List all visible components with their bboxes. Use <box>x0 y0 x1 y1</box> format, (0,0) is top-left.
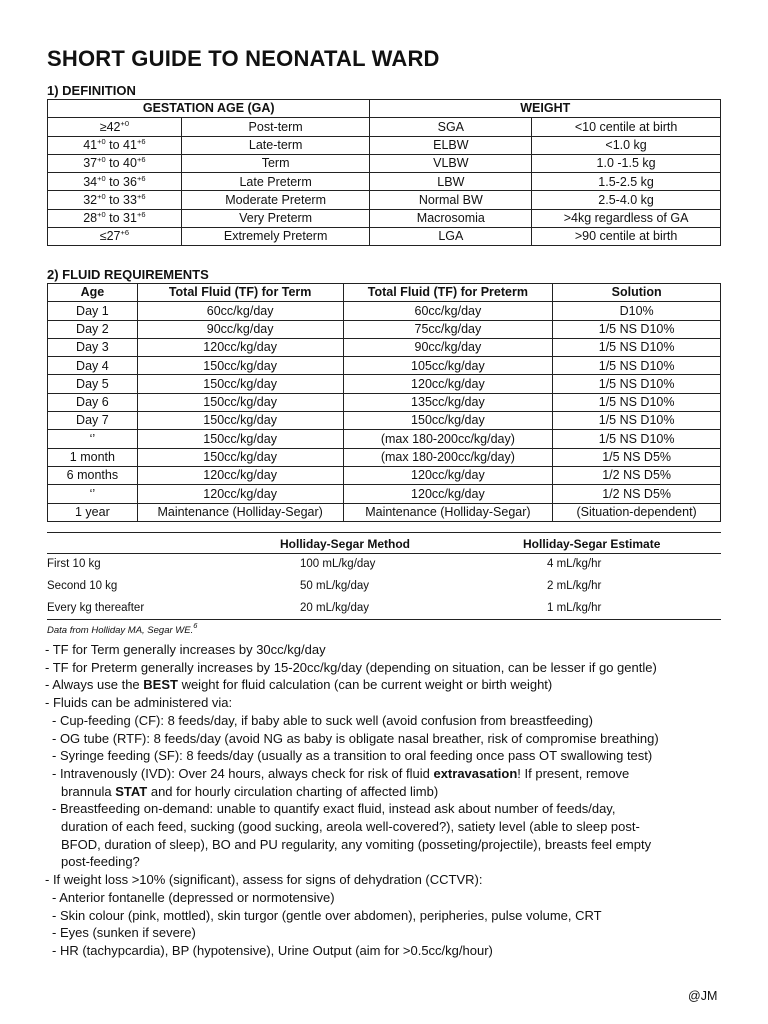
definition-row <box>48 191 721 209</box>
fluid-cell: 1/5 NS D10% <box>553 357 721 375</box>
w-def-cell: <10 centile at birth <box>532 118 721 136</box>
fluid-cell: D10% <box>553 302 721 320</box>
ga-range-cell: $41^{+0}$ to $41^{+6}$ <box>48 136 182 154</box>
hs-row <box>47 580 721 600</box>
fluid-table <box>47 283 721 522</box>
ga-header: GESTATION AGE (GA) <box>48 100 370 118</box>
fluid-cell: 1/5 NS D10% <box>553 375 721 393</box>
note-line: - Cup-feeding (CF): 8 feeds/day, if baby able to suck well (avoid confusion from breastfeeding) <box>52 712 593 728</box>
w-term-cell: LGA <box>370 228 532 246</box>
fluid-cell: 120cc/kg/day <box>343 485 553 503</box>
fluid-cell: 1/2 NS D5% <box>553 485 721 503</box>
fluid-cell: Day 7 <box>48 412 138 430</box>
definition-row <box>48 136 721 154</box>
hs-cell: 20 mL/kg/day <box>300 602 370 614</box>
fluid-row <box>48 485 721 503</box>
definition-row <box>48 228 721 246</box>
fluid-cell: 90cc/kg/day <box>137 320 343 338</box>
note-line: BFOD, duration of sleep), BO and PU regularity, any vomiting (posseting/projectile), breasts feel empty <box>61 836 652 852</box>
fluid-cell: 1/5 NS D5% <box>553 448 721 466</box>
fluid-row <box>48 302 721 320</box>
fluid-cell: 120cc/kg/day <box>343 466 553 484</box>
w-term-cell: SGA <box>370 118 532 136</box>
definition-row <box>48 173 721 191</box>
fluid-row <box>48 503 721 521</box>
w-def-cell: 1.5-2.5 kg <box>532 173 721 191</box>
hs-cell: Every kg thereafter <box>47 602 145 614</box>
ga-range-cell: $37^{+0}$ to $40^{+6}$ <box>48 154 182 172</box>
ga-term-cell: Very Preterm <box>181 209 370 227</box>
fluid-cell: 90cc/kg/day <box>343 338 553 356</box>
fluid-cell: 1/5 NS D10% <box>553 338 721 356</box>
w-term-cell: LBW <box>370 173 532 191</box>
hs-cell: 100 mL/kg/day <box>300 558 376 570</box>
fluid-cell: 1 year <box>48 503 138 521</box>
table-rule <box>47 532 721 533</box>
fluid-cell: Day 2 <box>48 320 138 338</box>
note-line: - Always use the BEST weight for fluid calculation (can be current weight or birth weight) <box>45 677 553 693</box>
ga-term-cell: Late-term <box>181 136 370 154</box>
fluid-cell: Day 4 <box>48 357 138 375</box>
definition-table <box>47 99 721 246</box>
note-line: - Skin colour (pink, mottled), skin turgor (gentle over abdomen), peripheries, pulse volume, CRT <box>52 907 602 923</box>
fluid-cell: 105cc/kg/day <box>343 357 553 375</box>
ga-range-cell: $34^{+0}$ to $36^{+6}$ <box>48 173 182 191</box>
fluid-cell: 150cc/kg/day <box>137 448 343 466</box>
ga-term-cell: Term <box>181 154 370 172</box>
w-term-cell: Macrosomia <box>370 209 532 227</box>
note-line: duration of each feed, sucking (good sucking, areola well-covered?), satiety level (able to sleep post- <box>61 819 640 835</box>
fluid-cell: 120cc/kg/day <box>137 338 343 356</box>
note-line: - Intravenously (IVD): Over 24 hours, always check for risk of fluid extravasation! If present, remove <box>52 765 630 781</box>
fluid-cell: 150cc/kg/day <box>137 357 343 375</box>
fluid-cell: 150cc/kg/day <box>137 430 343 448</box>
fluid-cell: 150cc/kg/day <box>137 375 343 393</box>
fluid-cell: 75cc/kg/day <box>343 320 553 338</box>
notes-list <box>45 641 725 960</box>
fluid-cell: Day 1 <box>48 302 138 320</box>
table-rule <box>47 553 721 554</box>
note-line: - TF for Preterm generally increases by 15-20cc/kg/day (depending on situation, can be lesser if go gentle) <box>45 659 657 675</box>
ga-range-cell: $\ge 42^{+0}$ <box>48 118 182 136</box>
fluid-cell: 150cc/kg/day <box>343 412 553 430</box>
fluid-cell: 60cc/kg/day <box>343 302 553 320</box>
fluid-cell: 120cc/kg/day <box>343 375 553 393</box>
note-line: - TF for Term generally increases by 30cc/kg/day <box>45 642 326 657</box>
fluid-cell: Day 5 <box>48 375 138 393</box>
fluid-cell: 1/5 NS D10% <box>553 412 721 430</box>
fluid-cell: 150cc/kg/day <box>137 393 343 411</box>
ga-range-cell: $28^{+0}$ to $31^{+6}$ <box>48 209 182 227</box>
fluid-cell: Maintenance (Holliday-Segar) <box>137 503 343 521</box>
fluid-cell: (max 180-200cc/kg/day) <box>343 448 553 466</box>
w-def-cell: >90 centile at birth <box>532 228 721 246</box>
fluid-cell: Day 6 <box>48 393 138 411</box>
ga-term-cell: Moderate Preterm <box>181 191 370 209</box>
fluid-column-header: Total Fluid (TF) for Preterm <box>343 284 553 302</box>
fluid-cell: 150cc/kg/day <box>137 412 343 430</box>
hs-cell: 4 mL/kg/hr <box>547 558 602 570</box>
fluid-cell: 6 months <box>48 466 138 484</box>
table-rule <box>47 619 721 620</box>
fluid-cell: 1/2 NS D5% <box>553 466 721 484</box>
fluid-row <box>48 430 721 448</box>
note-line: - Syringe feeding (SF): 8 feeds/day (usually as a transition to oral feeding once pass OT swallowing test) <box>52 748 653 764</box>
fluid-row <box>48 393 721 411</box>
fluid-heading: 2) FLUID REQUIREMENTS <box>47 267 209 282</box>
fluid-row <box>48 338 721 356</box>
page-title: SHORT GUIDE TO NEONATAL WARD <box>47 46 440 71</box>
hs-method-header: Holliday-Segar Method <box>280 537 411 551</box>
fluid-cell: 135cc/kg/day <box>343 393 553 411</box>
fluid-row <box>48 357 721 375</box>
fluid-cell: Maintenance (Holliday-Segar) <box>343 503 553 521</box>
fluid-row <box>48 466 721 484</box>
fluid-column-header: Total Fluid (TF) for Term <box>137 284 343 302</box>
fluid-cell: 60cc/kg/day <box>137 302 343 320</box>
w-term-cell: VLBW <box>370 154 532 172</box>
note-line: - Anterior fontanelle (depressed or normotensive) <box>52 889 335 905</box>
fluid-cell: 1/5 NS D10% <box>553 320 721 338</box>
w-def-cell: >4kg regardless of GA <box>532 209 721 227</box>
w-term-cell: Normal BW <box>370 191 532 209</box>
fluid-row <box>48 375 721 393</box>
definition-row <box>48 118 721 136</box>
hs-estimate-header: Holliday-Segar Estimate <box>523 537 661 551</box>
note-line: - Breastfeeding on-demand: unable to quantify exact fluid, instead ask about number of feeds/day, <box>52 801 616 817</box>
note-line: - Eyes (sunken if severe) <box>52 925 196 941</box>
fluid-cell: 120cc/kg/day <box>137 485 343 503</box>
hs-cell: 2 mL/kg/hr <box>547 580 602 592</box>
w-def-cell: 2.5-4.0 kg <box>532 191 721 209</box>
fluid-cell: 1/5 NS D10% <box>553 393 721 411</box>
ga-term-cell: Extremely Preterm <box>181 228 370 246</box>
definition-heading: 1) DEFINITION <box>47 83 136 98</box>
ga-term-cell: Post-term <box>181 118 370 136</box>
fluid-cell: (Situation-dependent) <box>553 503 721 521</box>
ga-range-cell: $32^{+0}$ to $33^{+6}$ <box>48 191 182 209</box>
author-signature: @JM <box>688 989 718 1003</box>
fluid-cell: (max 180-200cc/kg/day) <box>343 430 553 448</box>
fluid-column-header: Solution <box>553 284 721 302</box>
note-line: - Fluids can be administered via: <box>45 695 233 711</box>
hs-cell: 1 mL/kg/hr <box>547 602 602 614</box>
note-line: brannula STAT and for hourly circulation charting of affected limb) <box>61 783 439 799</box>
definition-row <box>48 154 721 172</box>
fluid-cell: ‘’ <box>48 430 138 448</box>
hs-cell: Second 10 kg <box>47 580 118 592</box>
hs-row <box>47 558 721 578</box>
ga-range-cell: $\le 27^{+6}$ <box>48 228 182 246</box>
note-line: post-feeding? <box>61 854 140 870</box>
fluid-cell: ‘’ <box>48 485 138 503</box>
w-term-cell: ELBW <box>370 136 532 154</box>
fluid-cell: Day 3 <box>48 338 138 356</box>
fluid-cell: 120cc/kg/day <box>137 466 343 484</box>
fluid-cell: 1/5 NS D10% <box>553 430 721 448</box>
note-line: - HR (tachypcardia), BP (hypotensive), Urine Output (aim for >0.5cc/kg/hour) <box>52 942 493 958</box>
hs-cell: 50 mL/kg/day <box>300 580 370 592</box>
note-line: - OG tube (RTF): 8 feeds/day (avoid NG as baby is obligate nasal breather, risk of compromise breathing) <box>52 730 659 746</box>
fluid-row <box>48 412 721 430</box>
w-def-cell: <1.0 kg <box>532 136 721 154</box>
fluid-cell: 1 month <box>48 448 138 466</box>
weight-header: WEIGHT <box>370 100 721 118</box>
hs-cell: First 10 kg <box>47 558 101 570</box>
definition-row <box>48 209 721 227</box>
ga-term-cell: Late Preterm <box>181 173 370 191</box>
w-def-cell: 1.0 -1.5 kg <box>532 154 721 172</box>
fluid-row <box>48 320 721 338</box>
note-line: - If weight loss >10% (significant), assess for signs of dehydration (CCTVR): <box>45 872 483 888</box>
fluid-row <box>48 448 721 466</box>
data-source-note: Data from Holliday MA, Segar WE.$^6$ <box>47 621 198 636</box>
fluid-column-header: Age <box>48 284 138 302</box>
